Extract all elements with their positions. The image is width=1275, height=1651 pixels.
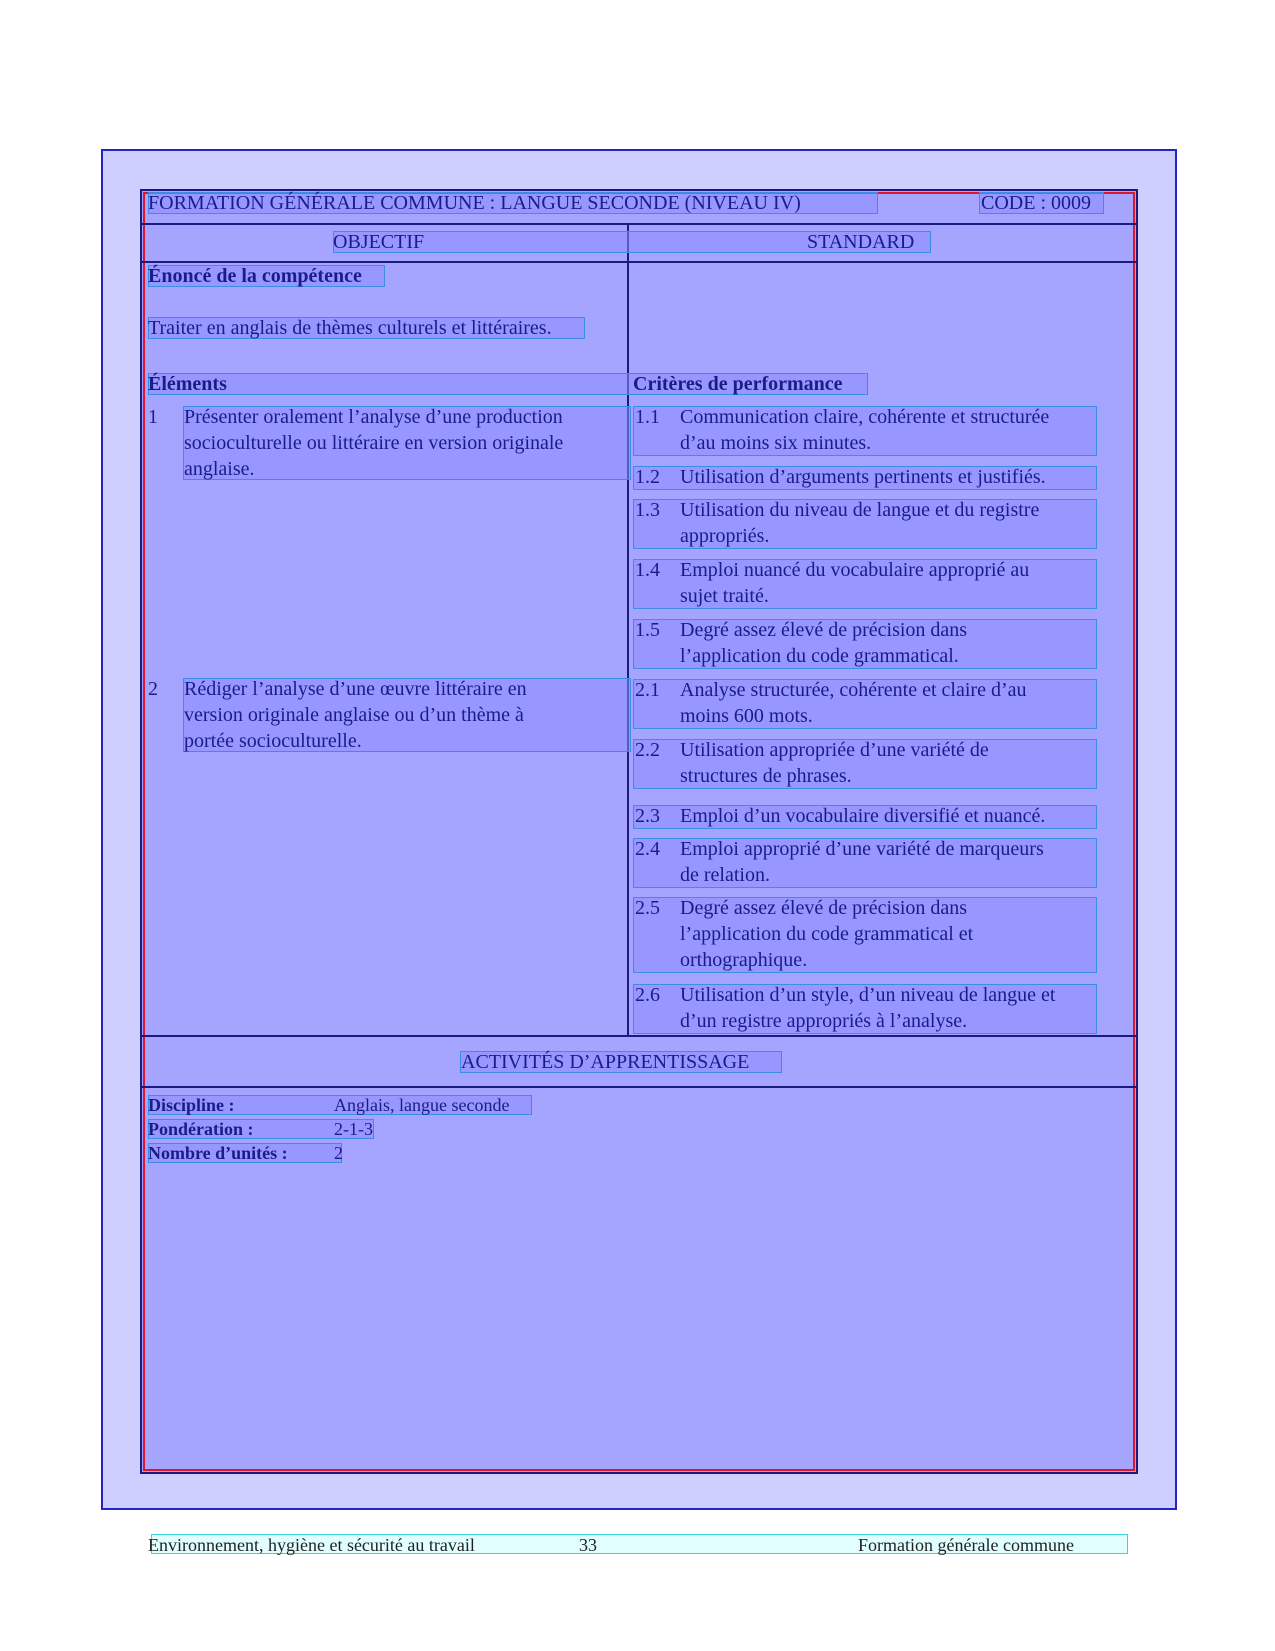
criterion-number: 2.2 (635, 739, 660, 761)
criterion-line: d’au moins six minutes. (680, 432, 872, 454)
criterion-line: Communication claire, cohérente et structurée (680, 406, 1050, 428)
footer-left: Environnement, hygiène et sécurité au travail (148, 1535, 475, 1555)
criterion-number: 2.3 (635, 805, 660, 827)
criterion-line: Utilisation appropriée d’une variété de (680, 739, 989, 761)
criterion-line: l’application du code grammatical. (680, 645, 959, 667)
header-title: FORMATION GÉNÉRALE COMMUNE : LANGUE SECONDE (NIVEAU IV) (148, 192, 801, 214)
standard-heading: STANDARD (807, 231, 915, 253)
header-code: CODE : 0009 (981, 192, 1091, 214)
criteria-heading: Critères de performance (633, 373, 843, 395)
standard-bottom-rule (142, 1035, 1136, 1037)
element-line: anglaise. (184, 458, 255, 480)
criterion-line: orthographique. (680, 949, 808, 971)
column-divider (627, 223, 629, 1036)
criterion-number: 1.5 (635, 619, 660, 641)
element-line: Présenter oralement l’analyse d’une production (184, 406, 563, 428)
activities-heading: ACTIVITÉS D’APPRENTISSAGE (461, 1051, 750, 1073)
objective-heading: OBJECTIF (333, 231, 425, 253)
footer-right: Formation générale commune (858, 1535, 1074, 1555)
criterion-number: 1.1 (635, 406, 660, 428)
element-number: 1 (148, 406, 158, 428)
criterion-line: Degré assez élevé de précision dans (680, 897, 968, 919)
element-line: portée socioculturelle. (184, 730, 362, 752)
ponderation-value: 2-1-3 (334, 1119, 373, 1139)
page-number: 33 (579, 1535, 597, 1555)
units-value: 2 (334, 1143, 343, 1163)
ponderation-label: Pondération : (148, 1119, 254, 1139)
criterion-number: 1.2 (635, 466, 660, 488)
criterion-number: 1.3 (635, 499, 660, 521)
criterion-line: moins 600 mots. (680, 705, 813, 727)
criterion-line: Analyse structurée, cohérente et claire d’au (680, 679, 1027, 701)
criterion-line: Utilisation d’un style, d’un niveau de langue et (680, 984, 1056, 1006)
units-label: Nombre d’unités : (148, 1143, 288, 1163)
criterion-line: l’application du code grammatical et (680, 923, 974, 945)
criterion-line: Emploi d’un vocabulaire diversifié et nuancé. (680, 805, 1046, 827)
criterion-line: Degré assez élevé de précision dans (680, 619, 968, 641)
criterion-number: 2.6 (635, 984, 660, 1006)
criterion-line: Utilisation d’arguments pertinents et justifiés. (680, 466, 1046, 488)
criterion-line: de relation. (680, 864, 770, 886)
criterion-line: structures de phrases. (680, 765, 852, 787)
element-line: socioculturelle ou littéraire en version originale (184, 432, 564, 454)
header-rule (142, 223, 1136, 225)
element-line: version originale anglaise ou d’un thème à (184, 704, 524, 726)
criterion-line: appropriés. (680, 525, 770, 547)
element-number: 2 (148, 678, 158, 700)
competence-heading: Énoncé de la compétence (148, 265, 362, 287)
criterion-line: Utilisation du niveau de langue et du registre (680, 499, 1040, 521)
criterion-line: d’un registre appropriés à l’analyse. (680, 1010, 968, 1032)
criterion-line: sujet traité. (680, 585, 769, 607)
criterion-line: Emploi nuancé du vocabulaire approprié au (680, 559, 1030, 581)
criterion-number: 2.1 (635, 679, 660, 701)
discipline-label: Discipline : (148, 1095, 235, 1115)
activities-rule (142, 1086, 1136, 1088)
criterion-line: Emploi approprié d’une variété de marqueurs (680, 838, 1044, 860)
element-line: Rédiger l’analyse d’une œuvre littéraire en (184, 678, 527, 700)
discipline-value: Anglais, langue seconde (334, 1095, 510, 1115)
elements-heading: Éléments (148, 373, 227, 395)
criterion-number: 2.4 (635, 838, 660, 860)
criterion-number: 2.5 (635, 897, 660, 919)
criterion-number: 1.4 (635, 559, 660, 581)
competence-text: Traiter en anglais de thèmes culturels et littéraires. (148, 317, 552, 339)
